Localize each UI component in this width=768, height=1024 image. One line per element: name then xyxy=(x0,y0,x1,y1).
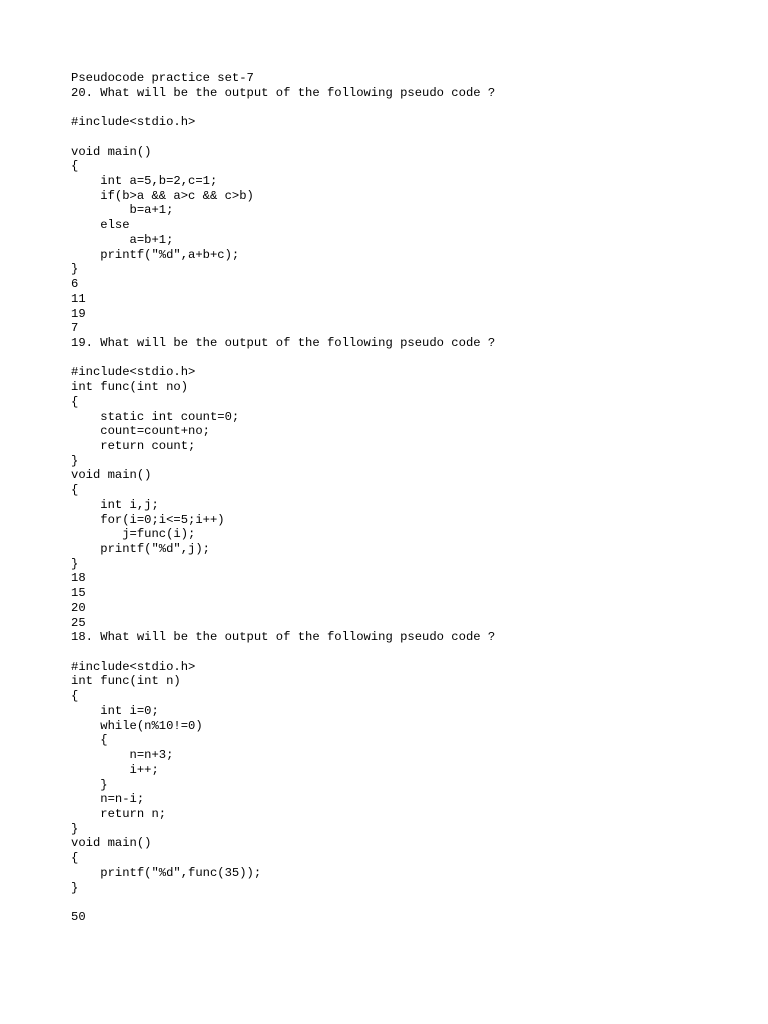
document-line: for(i=0;i<=5;i++) xyxy=(71,512,225,527)
document-line: void main() xyxy=(71,836,152,851)
document-line: j=func(i); xyxy=(71,527,196,542)
document-line: { xyxy=(71,159,79,174)
document-line: printf("%d",func(35)); xyxy=(71,865,262,880)
document-line: { xyxy=(71,733,108,748)
document-line: i++; xyxy=(71,762,159,777)
document-line: } xyxy=(71,556,79,571)
document-line: #include<stdio.h> xyxy=(71,659,196,674)
document-line: int func(int no) xyxy=(71,380,189,395)
document-line xyxy=(71,130,751,145)
document-line: void main() xyxy=(71,468,152,483)
document-line: 6 xyxy=(71,277,79,292)
document-line: int a=5,b=2,c=1; xyxy=(71,174,218,189)
document-line: } xyxy=(71,777,108,792)
document-line xyxy=(71,351,751,366)
document-line: 20. What will be the output of the following pseudo code ? xyxy=(71,85,496,100)
document-line: 18 xyxy=(71,571,86,586)
document-line: if(b>a && a>c && c>b) xyxy=(71,188,254,203)
document-line xyxy=(71,895,751,910)
document-line: int i=0; xyxy=(71,703,159,718)
document-line: } xyxy=(71,262,79,277)
document-line: while(n%10!=0) xyxy=(71,718,203,733)
document-line: 25 xyxy=(71,615,86,630)
document-line xyxy=(71,645,751,660)
document-line: #include<stdio.h> xyxy=(71,115,196,130)
document-line: n=n+3; xyxy=(71,748,174,763)
document-line: return count; xyxy=(71,438,196,453)
document-line: int i,j; xyxy=(71,497,159,512)
document-line: else xyxy=(71,218,130,233)
document-line: #include<stdio.h> xyxy=(71,365,196,380)
document-line: void main() xyxy=(71,144,152,159)
document-line: } xyxy=(71,821,79,836)
document-line: a=b+1; xyxy=(71,232,174,247)
document-line xyxy=(71,100,751,115)
document-line: 15 xyxy=(71,586,86,601)
document-line: return n; xyxy=(71,806,167,821)
document-line: { xyxy=(71,851,79,866)
document-line: int func(int n) xyxy=(71,674,181,689)
document-line: } xyxy=(71,880,79,895)
document-line: b=a+1; xyxy=(71,203,174,218)
document-line: printf("%d",j); xyxy=(71,542,210,556)
document-line: { xyxy=(71,483,79,498)
document-line: 18. What will be the output of the following pseudo code ? xyxy=(71,630,496,645)
document-line: } xyxy=(71,453,79,468)
document-line: count=count+no; xyxy=(71,424,210,439)
document-line: 7 xyxy=(71,321,79,336)
document-line: { xyxy=(71,689,79,704)
document-line: 19. What will be the output of the following pseudo code ? xyxy=(71,335,496,350)
document-line: { xyxy=(71,394,79,409)
document-line: static int count=0; xyxy=(71,409,240,424)
document-line: printf("%d",a+b+c); xyxy=(71,247,240,262)
document-line: 19 xyxy=(71,306,86,321)
document-line: Pseudocode practice set-7 xyxy=(71,71,254,85)
document-line: n=n-i; xyxy=(71,792,145,807)
document-page xyxy=(71,71,751,925)
document-line: 50 xyxy=(71,909,86,924)
document-line: 11 xyxy=(71,291,86,306)
document-line: 20 xyxy=(71,600,86,615)
